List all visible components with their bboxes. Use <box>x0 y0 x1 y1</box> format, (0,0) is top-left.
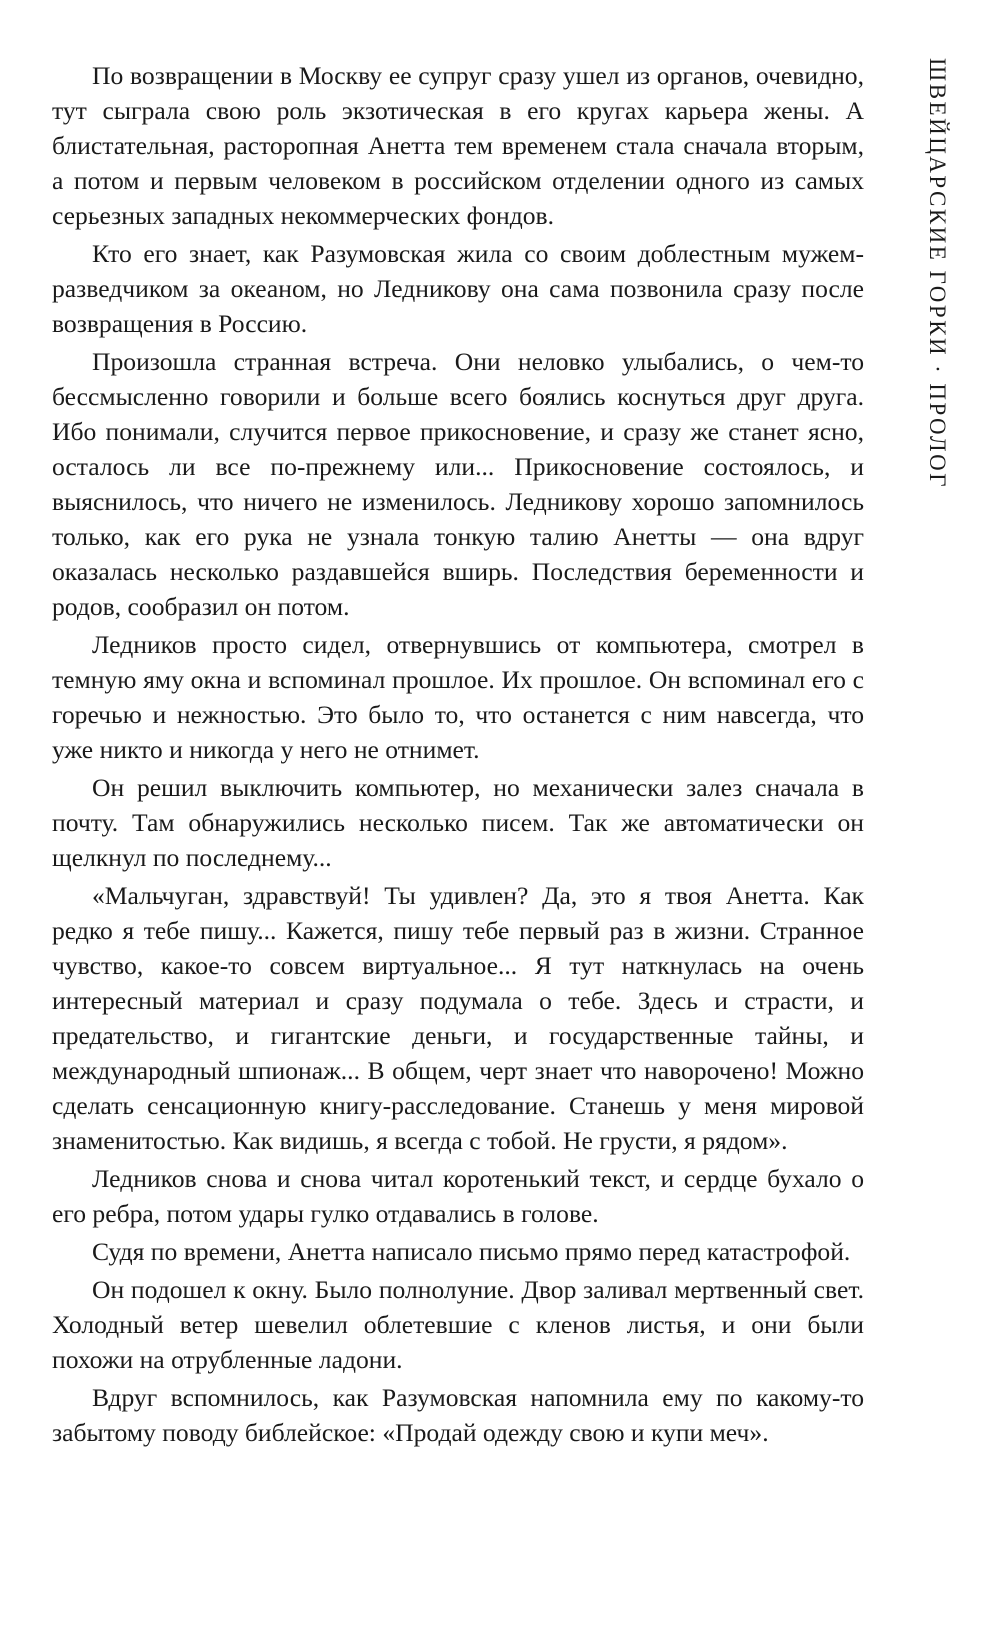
paragraph: Судя по времени, Анетта написало письмо прямо перед катастрофой. <box>92 1237 851 1266</box>
running-head-section: ПРОЛОГ <box>925 383 950 489</box>
body-text <box>52 58 864 1450</box>
running-head <box>924 58 950 518</box>
paragraph: По возвращении в Москву ее супруг сразу ушел из органов, очевидно, тут сыграла свою роль экзотическая в его кругах карьера жены. А блистательная, расторопная Анетта тем временем стала сначала вторым, а потом и первым человеком в российском отделении одного из самых серьезных западных некоммерческих фондов. <box>52 61 864 230</box>
paragraph: «Мальчуган, здравствуй! Ты удивлен? Да, это я твоя Анетта. Как редко я тебе пишу... Кажется, пишу тебе первый раз в жизни. Странное чувство, какое-то совсем виртуальное... Я тут наткнулась на очень интересный материал и сразу подумала о тебе. Здесь и страсти, и предательство, и гигантские деньги, и государственные тайны, и международный шпионаж... В общем, черт знает что наворочено! Можно сделать сенсационную книгу-расследование. Станешь у меня мировой знаменитостью. Как видишь, я всегда с тобой. Не грусти, я рядом». <box>52 881 864 1155</box>
paragraph: Вдруг вспомнилось, как Разумовская напомнила ему по какому-то забытому поводу библейское: «Продай одежду свою и купи меч». <box>52 1383 864 1447</box>
paragraph: Ледников просто сидел, отвернувшись от компьютера, смотрел в темную яму окна и вспоминал прошлое. Их прошлое. Он вспоминал его с горечью и нежностью. Это было то, что останется с ним навсегда, что уже никто и никогда у него не отнимет. <box>52 630 864 764</box>
paragraph: Он решил выключить компьютер, но механически залез сначала в почту. Там обнаружились несколько писем. Так же автоматически он щелкнул по последнему... <box>52 773 864 872</box>
running-head-separator: · <box>925 365 950 376</box>
paragraph: Он подошел к окну. Было полнолуние. Двор заливал мертвенный свет. Холодный ветер шевелил облетевшие с кленов листья, и они были похожи на отрубленные ладони. <box>52 1275 864 1374</box>
paragraph: Произошла странная встреча. Они неловко улыбались, о чем-то бессмысленно говорили и больше всего боялись коснуться друг друга. Ибо понимали, случится первое прикосновение, и сразу же станет ясно, осталось ли все по-прежнему или... Прикосновение состоялось, и выяснилось, что ничего не изменилось. Ледникову хорошо запомнилось только, как его рука не узнала тонкую талию Анетты — она вдруг оказалась несколько раздавшейся вширь. Последствия беременности и родов, сообразил он потом. <box>52 347 864 621</box>
running-head-book-title: ШВЕЙЦАРСКИЕ ГОРКИ <box>925 58 950 358</box>
paragraph: Ледников снова и снова читал коротенький текст, и сердце бухало о его ребра, потом удары гулко отдавались в голове. <box>52 1164 864 1228</box>
paragraph: Кто его знает, как Разумовская жила со своим доблестным мужем-разведчиком за океаном, но Ледникову она сама позвонила сразу после возвращения в Россию. <box>52 239 864 338</box>
